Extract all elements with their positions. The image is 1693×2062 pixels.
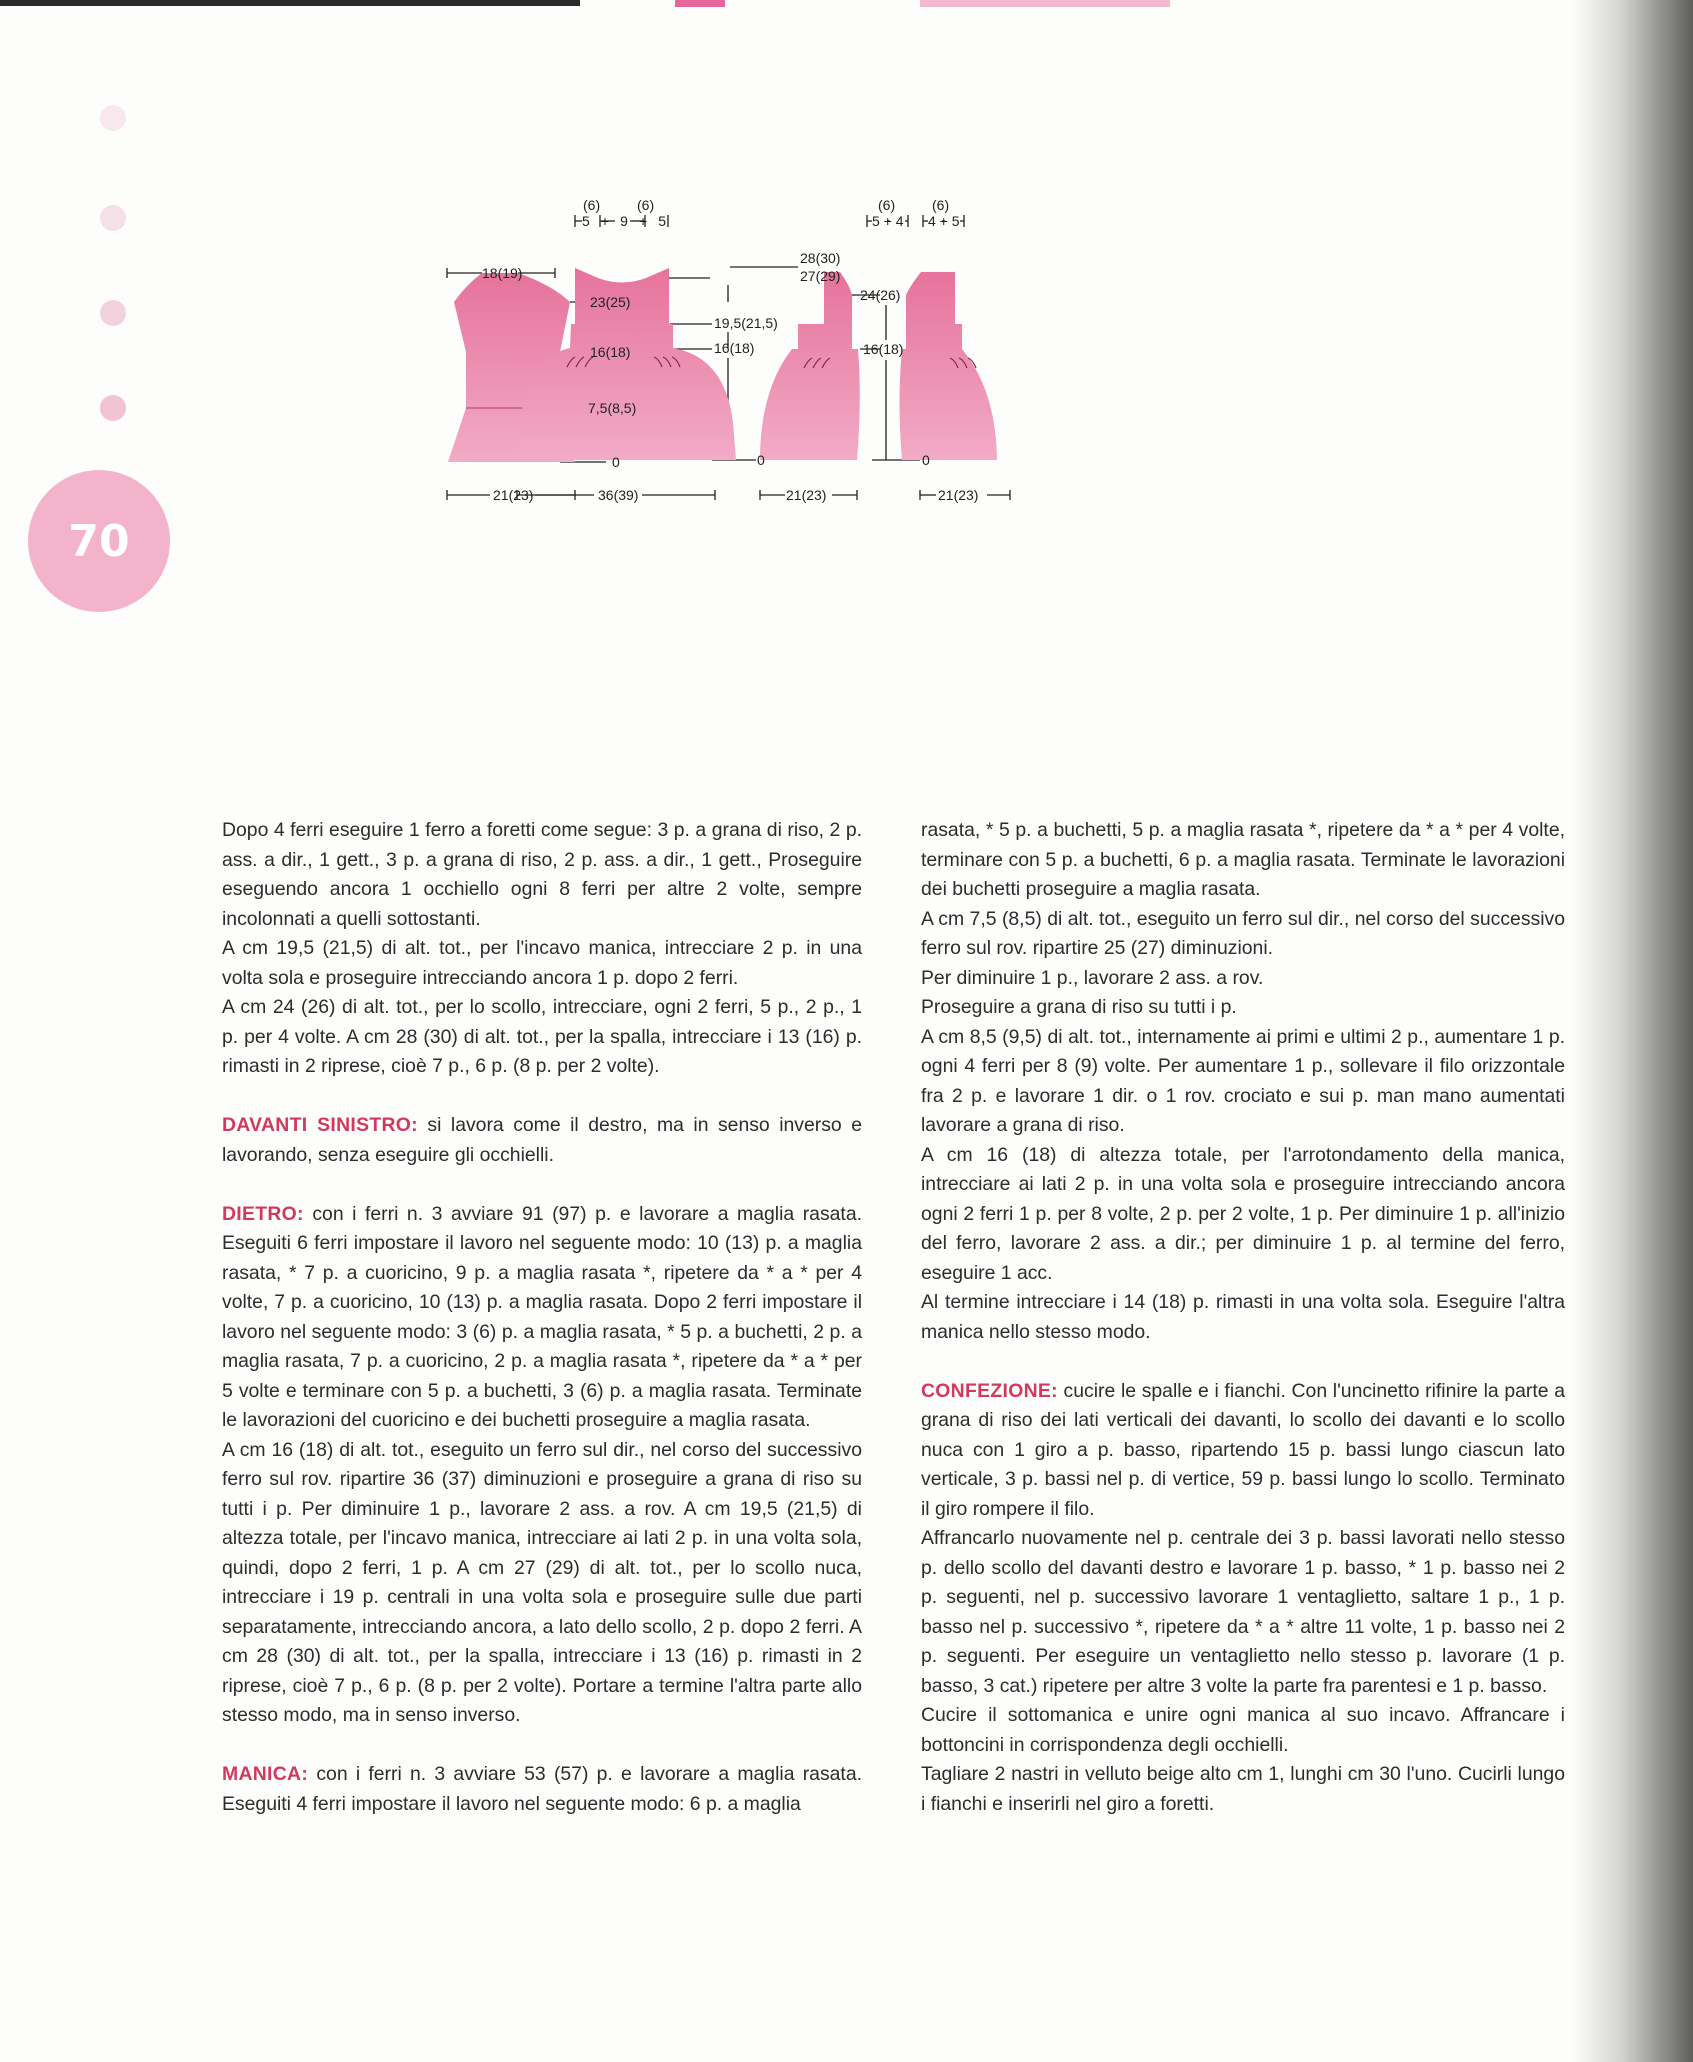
top-pink-strip (920, 0, 1170, 7)
paragraph: A cm 16 (18) di altezza totale, per l'arrotondamento della manica, intrecciare ai lati 2 p. in una volta sola e proseguire intrecciando ancora ogni 2 ferri 1 p. per 8 volte, 2 p. per 2 volte, 1 p. Per diminuire 1 p. all'inizio del ferro, lavorare 2 ass. a dir.; per diminuire 1 p. al termine del ferro, eseguire 1 acc. (921, 1143, 1565, 1284)
margin-dot (100, 395, 126, 421)
front-left-schematic (900, 272, 998, 460)
paragraph: Per diminuire 1 p., lavorare 2 ass. a rov. (921, 966, 1264, 989)
front-left-bottom-width: 21(23) (938, 487, 979, 503)
paragraph: A cm 7,5 (8,5) di alt. tot., eseguito un ferro sul dir., nel corso del successivo ferro sul rov. ripartire 25 (27) diminuzioni. (921, 907, 1565, 959)
book-binding-shadow (1573, 0, 1693, 2062)
front-right-bottom-width: 21(23) (786, 487, 827, 503)
back-bottom-width: 36(39) (598, 487, 639, 503)
paragraph: Proseguire a grana di riso su tutti i p. (921, 996, 1237, 1018)
front-right-schematic (760, 272, 860, 460)
front-right-yoke-height: 16(18) (863, 341, 904, 357)
sleeve-mid-height: 16(18) (590, 344, 631, 360)
paragraph: A cm 19,5 (21,5) di alt. tot., per l'incavo manica, intrecciare 2 p. in una volta sola e proseguire intrecciando ancora 1 p. dopo 2 ferri. (222, 937, 862, 989)
sleeve-lower-height: 7,5(8,5) (588, 400, 637, 416)
section-heading: DIETRO: (222, 1202, 304, 1225)
back-top-row: 5 + 9 + 5 (582, 213, 666, 229)
paragraph: A cm 24 (26) di alt. tot., per lo scollo, intrecciare, ogni 2 ferri, 5 p., 2 p., 1 p. per 4 volte. A cm 28 (30) di alt. tot., per la spalla, intrecciare i 13 (16) p. rimasti in 2 riprese, cioè 7 p., 6 p. (8 p. per 2 volte). (222, 996, 862, 1077)
section-confezione (921, 1377, 1565, 1525)
sleeve-top-width: 18(19) (482, 265, 523, 281)
section-manica (222, 1760, 862, 1819)
paragraph: Cucire il sottomanica e unire ogni manica al suo incavo. Affrancare i bottoncini in corrispondenza degli occhielli. (921, 1704, 1565, 1756)
paragraph: Tagliare 2 nastri in velluto beige alto cm 1, lunghi cm 30 l'uno. Cucirli lungo i fianchi e inserirli nel giro a foretti. (921, 1763, 1565, 1815)
section-heading: MANICA: (222, 1763, 309, 1785)
schematics-svg (420, 190, 1340, 520)
page-number: 70 (68, 515, 130, 567)
back-top-small-1: (6) (583, 197, 601, 213)
instructions-right-column (921, 816, 1565, 1819)
front-left-top-row: 4 + 5 (928, 213, 960, 229)
margin-dot (100, 105, 126, 131)
back-neck-height: 27(29) (800, 268, 841, 284)
margin-dot (100, 300, 126, 326)
top-pink-mark (675, 0, 725, 7)
top-edge (0, 0, 580, 6)
section-dietro (222, 1200, 862, 1436)
front-left-top-small: (6) (932, 197, 950, 213)
front-right-top-small: (6) (878, 197, 896, 213)
front-right-zero: 0 (922, 452, 930, 468)
back-shoulder-height: 28(30) (800, 250, 841, 266)
back-zero: 0 (757, 452, 765, 468)
margin-dot (100, 205, 126, 231)
paragraph: Dopo 4 ferri eseguire 1 ferro a foretti come segue: 3 p. a grana di riso, 2 p. ass. a dir., 1 gett., 3 p. a grana di riso, 2 p. ass. a dir., 1 gett., Proseguire eseguendo ancora 1 occhiello ogni 8 ferri per altre 2 volte, sempre incolonnati a quelli sottostanti. (222, 819, 862, 930)
section-davanti-sinistro (222, 1111, 862, 1170)
section-body: cucire le spalle e i fianchi. Con l'uncinetto rifinire la parte a grana di riso dei lati verticali dei davanti, lo scollo dei davanti e lo scollo nuca con 1 giro a p. basso, ripartendo 15 p. bassi lungo ciascun lato verticale, 3 p. bassi nel p. di vertice, 59 p. bassi lungo lo scollo. Terminato il giro rompere il filo. (921, 1379, 1565, 1520)
sleeve-cap-height: 23(25) (590, 294, 631, 310)
page-number-badge (28, 470, 170, 612)
section-body: con i ferri n. 3 avviare 91 (97) p. e lavorare a maglia rasata. Eseguiti 6 ferri impostare il lavoro nel seguente modo: 10 (13) p. a maglia rasata, * 7 p. a cuoricino, 9 p. a maglia rasata *, ripetere da * a * per 4 volte, 7 p. a cuoricino, 10 (13) p. a maglia rasata. Dopo 2 ferri impostare il lavoro nel seguente modo: 3 (6) p. a maglia rasata, * 5 p. a buchetti, 2 p. a maglia rasata, 7 p. a cuoricino, 2 p. a maglia rasata *, ripetere da * a * per 5 volte e terminare con 5 p. a buchetti, 3 (6) p. a maglia rasata. Terminate le lavorazioni del cuoricino e dei buchetti proseguire a maglia rasata. (222, 1202, 862, 1431)
instructions-left-column (222, 816, 862, 1819)
back-top-small-2: (6) (637, 197, 655, 213)
front-right-top-row: 5 + 4 (872, 213, 904, 229)
section-body: con i ferri n. 3 avviare 53 (57) p. e lavorare a maglia rasata. Eseguiti 4 ferri impostare il lavoro nel seguente modo: 6 p. a maglia (222, 1763, 862, 1815)
section-heading: CONFEZIONE: (921, 1379, 1058, 1402)
paragraph: rasata, * 5 p. a buchetti, 5 p. a maglia rasata *, ripetere da * a * per 4 volte, terminare con 5 p. a buchetti, 6 p. a maglia rasata. Terminate le lavorazioni dei buchetti proseguire a maglia rasata. (921, 819, 1565, 900)
schematics-diagram (420, 190, 1340, 520)
back-yoke-height: 16(18) (714, 340, 755, 356)
section-heading: DAVANTI SINISTRO: (222, 1114, 418, 1136)
paragraph: Affrancarlo nuovamente nel p. centrale dei 3 p. bassi lavorati nello stesso p. dello scollo del davanti destro e lavorare 1 p. basso, * 1 p. basso nei 2 p. seguenti, nel p. successivo lavorare 1 ventaglietto, saltare 1 p., 1 p. basso nel p. successivo *, ripetere da * a * altre 11 volte, 1 p. basso nei 2 p. seguenti. Per eseguire un ventaglietto nello stesso p. lavorare (1 p. basso, 3 cat.) ripetere per altre 3 volte la parte fra parentesi e 1 p. basso. (921, 1527, 1565, 1697)
paragraph: A cm 16 (18) di alt. tot., eseguito un ferro sul dir., nel corso del successivo ferro sul rov. ripartire 36 (37) diminuzioni e proseguire a grana di riso su tutti i p. Per diminuire 1 p., lavorare 2 ass. a rov. A cm 19,5 (21,5) di altezza totale, per l'incavo manica, intrecciare ai lati 2 p. in una volta sola, quindi, dopo 2 ferri, 1 p. A cm 27 (29) di alt. tot., per lo scollo nuca, intrecciare i 19 p. centrali in una volta sola e proseguire sulle due parti separatamente, intrecciando ancora, a lato dello scollo, 2 p. dopo 2 ferri. A cm 28 (30) di alt. tot., per la spalla, intrecciare i 13 (16) p. rimasti in 2 riprese, cioè 7 p., 6 p. (8 p. per 2 volte). Portare a termine l'altra parte allo stesso modo, ma in senso inverso. (222, 1438, 862, 1726)
sleeve-bottom-width: 21(23) (493, 487, 534, 503)
front-right-neck-height: 24(26) (860, 287, 901, 303)
sleeve-zero: 0 (612, 454, 620, 470)
section-body: si lavora come il destro, ma in senso inverso e lavorando, senza eseguire gli occhielli. (222, 1114, 862, 1166)
paragraph: A cm 8,5 (9,5) di alt. tot., internamente ai primi e ultimi 2 p., aumentare 1 p. ogni 4 ferri per 8 (9) volte. Per aumentare 1 p., sollevare il filo orizzontale fra 2 p. e lavorare 1 dir. o 1 rov. crociato e sui p. man mano aumentati lavorare a grana di riso. (921, 1025, 1565, 1136)
back-armhole-height: 19,5(21,5) (714, 315, 778, 331)
paragraph: Al termine intrecciare i 14 (18) p. rimasti in una volta sola. Eseguire l'altra manica nello stesso modo. (921, 1291, 1565, 1343)
